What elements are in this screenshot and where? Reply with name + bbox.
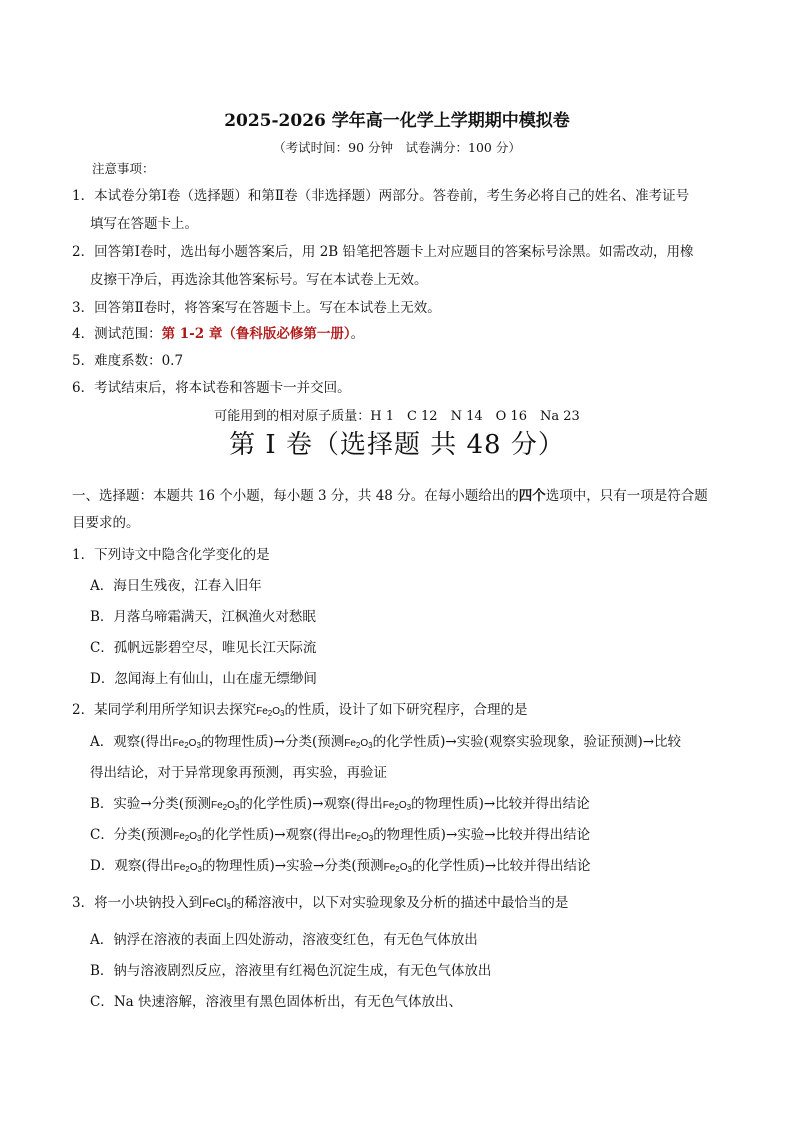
- note-4: [72, 322, 364, 342]
- notes-heading: 注意事项：: [92, 161, 155, 176]
- note-number: 1．: [72, 188, 95, 204]
- note-number: 2．: [72, 244, 95, 260]
- exam-info: （考试时间：90 分钟 试卷满分：100 分）: [273, 140, 521, 155]
- note-text: 回答第Ⅰ卷时，选出每小题答案后，用 2B 铅笔把答题卡上对应题目的答案标号涂黑。如需改动，用橡: [94, 244, 694, 260]
- note-3: [72, 296, 441, 316]
- formula-fe2o3: $Fe_2O_3$: [383, 862, 412, 874]
- formula-fe2o3: $Fe_2O_3$: [173, 831, 202, 843]
- note-text: 考试结束后，将本试卷和答题卡一并交回。: [94, 380, 351, 396]
- instructions-emphasis: 四个: [518, 488, 546, 504]
- question-2-option-c: C．分类(预测$Fe_2O_3$的化学性质)→观察(得出$Fe_2O_3$的物理性质)→实验→比较并得出结论: [90, 827, 591, 843]
- stem-text-end: 的性质，设计了如下研究程序，合理的是: [284, 702, 528, 718]
- question-1-option-b: B．月落乌啼霜满天，江枫渔火对愁眠: [90, 609, 316, 625]
- formula-fecl3: FeCl$_3$: [202, 898, 231, 911]
- question-2-stem: [72, 698, 527, 718]
- note-text-end: 。: [350, 326, 365, 342]
- instructions-text-end: 选项中，只有一项是符合题: [545, 488, 708, 504]
- formula-fe2o3: $Fe_2O_3$: [382, 800, 412, 812]
- question-1-option-c: C．孤帆远影碧空尽，唯见长江天际流: [90, 640, 317, 656]
- formula-fe2o3: $Fe_2O_3$: [256, 706, 285, 718]
- stem-text-end: 的稀溶液中，以下对实验现象及分析的描述中最恰当的是: [230, 895, 569, 911]
- formula-fe2o3: $Fe_2O_3$: [211, 800, 240, 812]
- note-number: 6．: [72, 380, 95, 396]
- section-instructions-continued: 目要求的。: [72, 515, 140, 531]
- question-3-stem: [72, 891, 568, 911]
- note-number: 5．: [72, 353, 95, 369]
- section-instructions: [72, 484, 708, 504]
- note-2: [72, 240, 694, 260]
- atomic-masses: 可能用到的相对原子质量：H 1 C 12 N 14 O 16 Na 23: [214, 409, 580, 424]
- question-2-option-d: D．观察(得出$Fe_2O_3$的物理性质)→实验→分类(预测$Fe_2O_3$的化学性质)→比较并得出结论: [90, 858, 591, 874]
- question-3-option-b: B．钠与溶液剧烈反应，溶液里有红褐色沉淀生成，有无色气体放出: [90, 963, 492, 979]
- note-6: [72, 376, 351, 396]
- page-title: 2025-2026 学年高一化学上学期期中模拟卷: [224, 111, 570, 131]
- question-3-option-a: A．钠浮在溶液的表面上四处游动，溶液变红色，有无色气体放出: [90, 932, 478, 948]
- note-text: 测试范围：: [94, 326, 162, 342]
- formula-fe2o3: $Fe_2O_3$: [344, 831, 374, 843]
- question-2-option-a: A．观察(得出$Fe_2O_3$的物理性质)→分类(预测$Fe_2O_3$的化学性质)→实验(观察实验现象，验证预测)→比较: [90, 734, 682, 750]
- question-1-option-d: D．忽闻海上有仙山，山在虚无缥缈间: [90, 671, 317, 687]
- question-1-stem: 1．下列诗文中隐含化学变化的是: [72, 547, 270, 563]
- note-1-continued: 填写在答题卡上。: [90, 216, 198, 232]
- question-2-option-b: B．实验→分类(预测$Fe_2O_3$的化学性质)→观察(得出$Fe_2O_3$的物理性质)→比较并得出结论: [90, 796, 590, 812]
- formula-fe2o3: $Fe_2O_3$: [344, 738, 373, 750]
- test-scope: 第 1-2 章（鲁科版必修第一册）: [161, 326, 351, 342]
- note-text: 回答第Ⅱ卷时，将答案写在答题卡上。写在本试卷上无效。: [94, 300, 441, 316]
- note-2-continued: 皮擦干净后，再选涂其他答案标号。写在本试卷上无效。: [90, 272, 428, 288]
- stem-text: 2．某同学利用所学知识去探究: [72, 702, 257, 718]
- formula-fe2o3: $Fe_2O_3$: [173, 862, 202, 874]
- note-text: 难度系数：0.7: [94, 353, 184, 369]
- note-text: 本试卷分第Ⅰ卷（选择题）和第Ⅱ卷（非选择题）两部分。答卷前，考生务必将自己的姓名、准考证号: [94, 188, 690, 204]
- question-2-option-a-continued: 得出结论，对于异常现象再预测，再实验，再验证: [90, 765, 387, 781]
- question-1-option-a: A．海日生残夜，江春入旧年: [90, 578, 262, 594]
- note-number: 3．: [72, 300, 95, 316]
- section-title: 第 I 卷（选择题 共 48 分）: [229, 430, 565, 460]
- note-5: [72, 349, 183, 369]
- stem-text: 3．将一小块钠投入到: [72, 895, 203, 911]
- formula-fe2o3: $Fe_2O_3$: [172, 738, 201, 750]
- instructions-text: 一、选择题：本题共 16 个小题，每小题 3 分，共 48 分。在每小题给出的: [72, 488, 519, 504]
- question-3-option-c: C．Na 快速溶解，溶液里有黑色固体析出，有无色气体放出、: [90, 994, 462, 1010]
- note-1: [72, 184, 689, 204]
- note-number: 4．: [72, 326, 95, 342]
